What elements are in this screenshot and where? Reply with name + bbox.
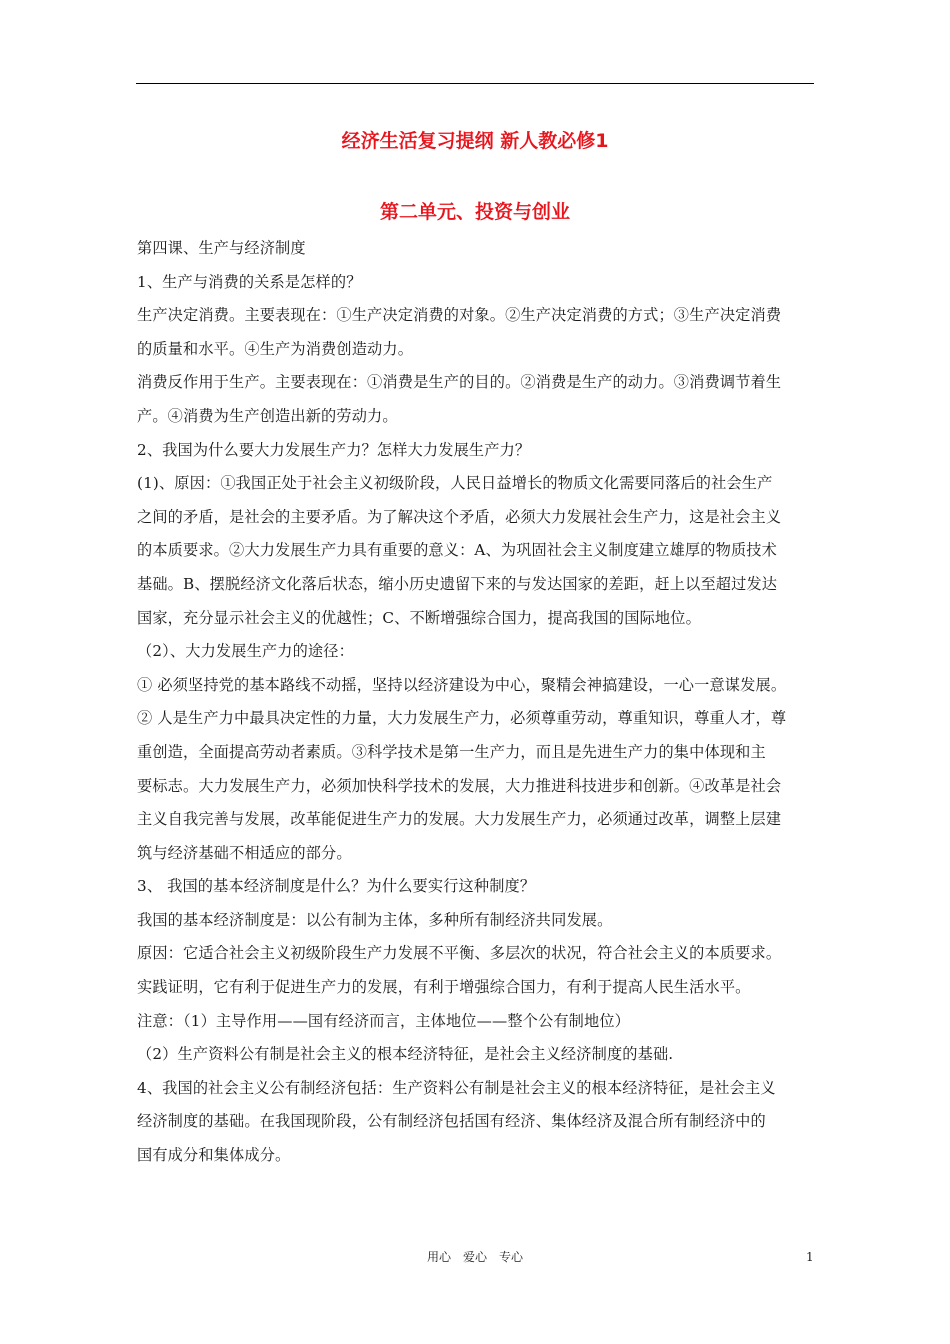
body-line: 实践证明，它有利于促进生产力的发展，有利于增强综合国力，有利于提高人民生活水平。 [137, 978, 751, 997]
body-line: 要标志。大力发展生产力，必须加快科学技术的发展，大力推进科技进步和创新。④改革是社会 [137, 776, 782, 795]
unit-title: 第二单元、投资与创业 [379, 201, 570, 223]
body-line: 第四课、生产与经济制度 [137, 239, 306, 257]
footer-text: 用心 爱心 专心 [426, 1250, 523, 1264]
body-line: 重创造，全面提高劳动者素质。③科学技术是第一生产力，而且是先进生产力的集中体现和主 [137, 742, 766, 761]
document-body [137, 232, 815, 1173]
body-line: 产。④消费为生产创造出新的劳动力。 [137, 406, 398, 425]
document-title: 经济生活复习提纲 新人教必修1 [341, 130, 609, 152]
body-line: 我国的基本经济制度是：以公有制为主体，多种所有制经济共同发展。 [137, 910, 613, 929]
header-rule [136, 83, 814, 84]
body-line: 主义自我完善与发展，改革能促进生产力的发展。大力发展生产力，必须通过改革，调整上层建 [137, 810, 782, 829]
body-line: 消费反作用于生产。主要表现在：①消费是生产的目的。②消费是生产的动力。③消费调节着生 [137, 373, 782, 392]
body-line: 3、 我国的基本经济制度是什么？为什么要实行这种制度？ [137, 877, 536, 896]
body-line: 之间的矛盾，是社会的主要矛盾。为了解决这个矛盾，必须大力发展社会生产力，这是社会主义 [137, 507, 782, 526]
body-line: 1、生产与消费的关系是怎样的？ [137, 272, 362, 291]
body-line: ② 人是生产力中最具决定性的力量，大力发展生产力，必须尊重劳动，尊重知识，尊重人才，尊 [137, 709, 787, 728]
body-line: 筑与经济基础不相适应的部分。 [137, 843, 352, 862]
body-line: 国有成分和集体成分。 [137, 1146, 291, 1165]
body-line: (1)、原因：①我国正处于社会主义初级阶段，人民日益增长的物质文化需要同落后的社会生产 [137, 474, 773, 493]
page-footer [0, 1246, 950, 1268]
body-line: 4、我国的社会主义公有制经济包括：生产资料公有制是社会主义的根本经济特征，是社会主义 [137, 1078, 776, 1097]
body-line: ① 必须坚持党的基本路线不动摇，坚持以经济建设为中心，聚精会神搞建设，一心一意谋发展。 [137, 675, 787, 694]
page-number: 1 [806, 1250, 814, 1264]
body-line: 2、我国为什么要大力发展生产力？怎样大力发展生产力？ [137, 440, 531, 459]
body-line: 国家，充分显示社会主义的优越性；C、不断增强综合国力，提高我国的国际地位。 [137, 608, 701, 627]
body-line: 的质量和水平。④生产为消费创造动力。 [137, 339, 414, 358]
body-line: 经济制度的基础。在我国现阶段，公有制经济包括国有经济、集体经济及混合所有制经济中的 [137, 1112, 766, 1131]
body-line: （2）生产资料公有制是社会主义的根本经济特征，是社会主义经济制度的基础. [137, 1045, 674, 1064]
body-line: 的本质要求。②大力发展生产力具有重要的意义：A、为巩固社会主义制度建立雄厚的物质技术 [137, 541, 777, 560]
body-line: （2）、大力发展生产力的途径： [137, 642, 354, 661]
body-line: 基础。B、摆脱经济文化落后状态，缩小历史遗留下来的与发达国家的差距，赶上以至超过发达 [137, 574, 778, 593]
body-line: 注意：（1）主导作用——国有经济而言，主体地位——整个公有制地位） [137, 1011, 631, 1030]
body-line: 生产决定消费。主要表现在：①生产决定消费的对象。②生产决定消费的方式；③生产决定消费 [137, 306, 782, 325]
body-line: 原因：它适合社会主义初级阶段生产力发展不平衡、多层次的状况，符合社会主义的本质要求。 [137, 944, 782, 963]
